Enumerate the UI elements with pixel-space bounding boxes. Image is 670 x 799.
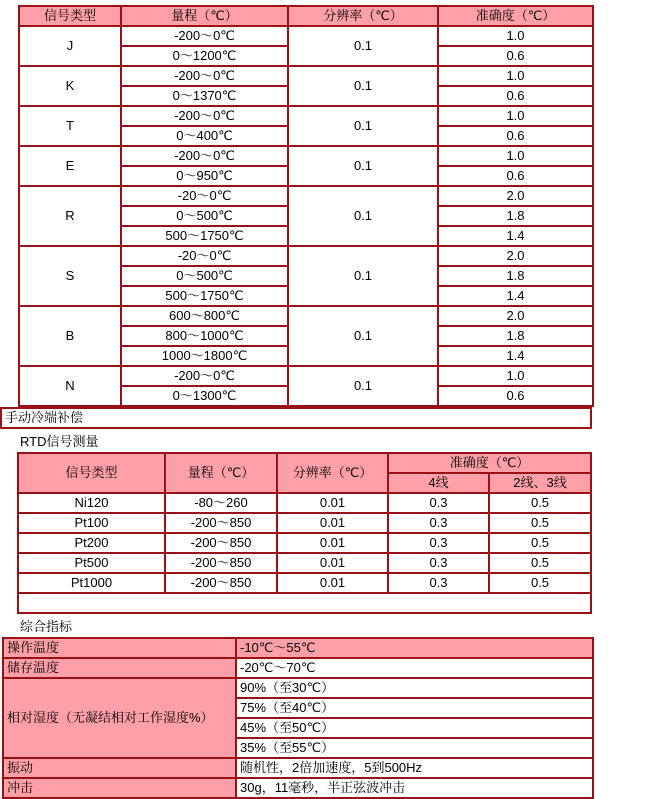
accuracy-2wire-3wire-cell: 0.5 — [489, 493, 591, 513]
accuracy-4wire-cell: 0.3 — [388, 573, 489, 593]
accuracy-2wire-3wire-cell: 0.5 — [489, 553, 591, 573]
range-cell: -80～260 — [165, 493, 277, 513]
table-row — [18, 553, 591, 573]
range-cell: -20～0℃ — [121, 246, 288, 266]
accuracy-cell: 0.6 — [438, 86, 593, 106]
table-row — [19, 106, 593, 126]
resolution-cell: 0.1 — [288, 66, 438, 106]
accuracy-4wire-cell: 0.3 — [388, 513, 489, 533]
resolution-cell: 0.1 — [288, 246, 438, 306]
range-cell: 0～500℃ — [121, 206, 288, 226]
accuracy-cell: 1.0 — [438, 106, 593, 126]
shock-value: 30g，11毫秒，半正弦波冲击 — [236, 778, 593, 798]
table-row — [3, 678, 593, 698]
table-row — [3, 778, 593, 798]
range-cell: -200～0℃ — [121, 366, 288, 386]
resolution-cell: 0.01 — [277, 573, 388, 593]
humidity-value: 45%（至50℃） — [236, 718, 593, 738]
resolution-cell: 0.1 — [288, 26, 438, 66]
accuracy-4wire-cell: 0.3 — [388, 553, 489, 573]
accuracy-cell: 1.0 — [438, 146, 593, 166]
storage-temp-value: -20℃～70℃ — [236, 658, 593, 678]
rtd-table — [17, 452, 592, 614]
signal-type-cell: T — [19, 106, 121, 146]
range-cell: -200～0℃ — [121, 146, 288, 166]
table-row — [19, 246, 593, 266]
range-cell: -200～850 — [165, 573, 277, 593]
table-row — [1, 408, 591, 428]
vibration-value: 随机性，2倍加速度，5到500Hz — [236, 758, 593, 778]
range-cell: 500～1750℃ — [121, 226, 288, 246]
accuracy-4wire-cell: 0.3 — [388, 493, 489, 513]
range-cell: 0～400℃ — [121, 126, 288, 146]
vibration-label: 振动 — [3, 758, 236, 778]
accuracy-4wire-cell: 0.3 — [388, 533, 489, 553]
accuracy-cell: 1.0 — [438, 66, 593, 86]
general-section-title: 综合指标 — [20, 619, 73, 634]
accuracy-2wire-3wire-cell: 0.5 — [489, 513, 591, 533]
manual-compensation-table — [0, 407, 592, 429]
signal-type-cell: K — [19, 66, 121, 106]
range-cell: 0～1200℃ — [121, 46, 288, 66]
operating-temp-label: 操作温度 — [3, 638, 236, 658]
range-cell: -200～850 — [165, 553, 277, 573]
humidity-value: 35%（至55℃） — [236, 738, 593, 758]
range-cell: -20～0℃ — [121, 186, 288, 206]
table-row — [19, 146, 593, 166]
rtd-header-row — [18, 453, 591, 473]
range-cell: 0～1300℃ — [121, 386, 288, 406]
resolution-cell: 0.1 — [288, 106, 438, 146]
table-row — [18, 493, 591, 513]
table-row — [18, 573, 591, 593]
accuracy-cell: 1.8 — [438, 326, 593, 346]
rtd-header-resolution: 分辨率（℃） — [277, 453, 388, 493]
resolution-cell: 0.01 — [277, 493, 388, 513]
range-cell: -200～0℃ — [121, 66, 288, 86]
thermocouple-header-row — [19, 6, 593, 26]
range-cell: 0～950℃ — [121, 166, 288, 186]
accuracy-cell: 1.0 — [438, 366, 593, 386]
thermocouple-table — [18, 5, 594, 407]
signal-type-cell: J — [19, 26, 121, 66]
accuracy-cell: 1.0 — [438, 26, 593, 46]
table-row — [19, 66, 593, 86]
accuracy-cell: 1.4 — [438, 286, 593, 306]
signal-type-cell: Pt200 — [18, 533, 165, 553]
accuracy-cell: 0.6 — [438, 166, 593, 186]
operating-temp-value: -10℃～55℃ — [236, 638, 593, 658]
signal-type-cell: Ni120 — [18, 493, 165, 513]
tc-header-signal-type: 信号类型 — [19, 6, 121, 26]
accuracy-cell: 1.4 — [438, 226, 593, 246]
range-cell: -200～0℃ — [121, 26, 288, 46]
signal-type-cell: Pt500 — [18, 553, 165, 573]
range-cell: -200～0℃ — [121, 106, 288, 126]
rtd-header-signal-type: 信号类型 — [18, 453, 165, 493]
signal-type-cell: Pt100 — [18, 513, 165, 533]
accuracy-cell: 0.6 — [438, 46, 593, 66]
humidity-label: 相对湿度（无凝结相对工作湿度%） — [3, 678, 236, 758]
table-row — [3, 758, 593, 778]
rtd-section-title: RTD信号测量 — [20, 434, 99, 449]
rtd-header-4wire: 4线 — [388, 473, 489, 493]
accuracy-cell: 2.0 — [438, 306, 593, 326]
resolution-cell: 0.01 — [277, 533, 388, 553]
rtd-empty-row-cell — [18, 593, 591, 613]
accuracy-cell: 2.0 — [438, 186, 593, 206]
signal-type-cell: Pt1000 — [18, 573, 165, 593]
range-cell: -200～850 — [165, 513, 277, 533]
tc-header-range: 量程（℃） — [121, 6, 288, 26]
signal-type-cell: S — [19, 246, 121, 306]
range-cell: 1000～1800℃ — [121, 346, 288, 366]
rtd-header-2wire-3wire: 2线、3线 — [489, 473, 591, 493]
resolution-cell: 0.1 — [288, 186, 438, 246]
manual-compensation-note: 手动冷端补偿 — [1, 408, 591, 428]
tc-header-accuracy: 准确度（℃） — [438, 6, 593, 26]
accuracy-cell: 1.8 — [438, 266, 593, 286]
resolution-cell: 0.1 — [288, 146, 438, 186]
table-row — [19, 186, 593, 206]
storage-temp-label: 储存温度 — [3, 658, 236, 678]
range-cell: 500～1750℃ — [121, 286, 288, 306]
accuracy-2wire-3wire-cell: 0.5 — [489, 573, 591, 593]
table-row — [19, 306, 593, 326]
resolution-cell: 0.01 — [277, 553, 388, 573]
signal-type-cell: N — [19, 366, 121, 406]
accuracy-2wire-3wire-cell: 0.5 — [489, 533, 591, 553]
table-row — [3, 638, 593, 658]
table-row — [18, 593, 591, 613]
resolution-cell: 0.1 — [288, 366, 438, 406]
range-cell: 800～1000℃ — [121, 326, 288, 346]
accuracy-cell: 2.0 — [438, 246, 593, 266]
tc-header-resolution: 分辨率（℃） — [288, 6, 438, 26]
accuracy-cell: 0.6 — [438, 386, 593, 406]
accuracy-cell: 0.6 — [438, 126, 593, 146]
signal-type-cell: E — [19, 146, 121, 186]
range-cell: -200～850 — [165, 533, 277, 553]
shock-label: 冲击 — [3, 778, 236, 798]
humidity-value: 90%（至30℃） — [236, 678, 593, 698]
table-row — [18, 513, 591, 533]
rtd-header-accuracy: 准确度（℃） — [388, 453, 591, 473]
rtd-header-range: 量程（℃） — [165, 453, 277, 493]
range-cell: 600～800℃ — [121, 306, 288, 326]
range-cell: 0～500℃ — [121, 266, 288, 286]
resolution-cell: 0.01 — [277, 513, 388, 533]
table-row — [19, 26, 593, 46]
resolution-cell: 0.1 — [288, 306, 438, 366]
accuracy-cell: 1.4 — [438, 346, 593, 366]
signal-type-cell: R — [19, 186, 121, 246]
range-cell: 0～1370℃ — [121, 86, 288, 106]
humidity-value: 75%（至40℃） — [236, 698, 593, 718]
general-spec-table — [2, 637, 594, 799]
table-row — [19, 366, 593, 386]
signal-type-cell: B — [19, 306, 121, 366]
table-row — [3, 658, 593, 678]
accuracy-cell: 1.8 — [438, 206, 593, 226]
table-row — [18, 533, 591, 553]
